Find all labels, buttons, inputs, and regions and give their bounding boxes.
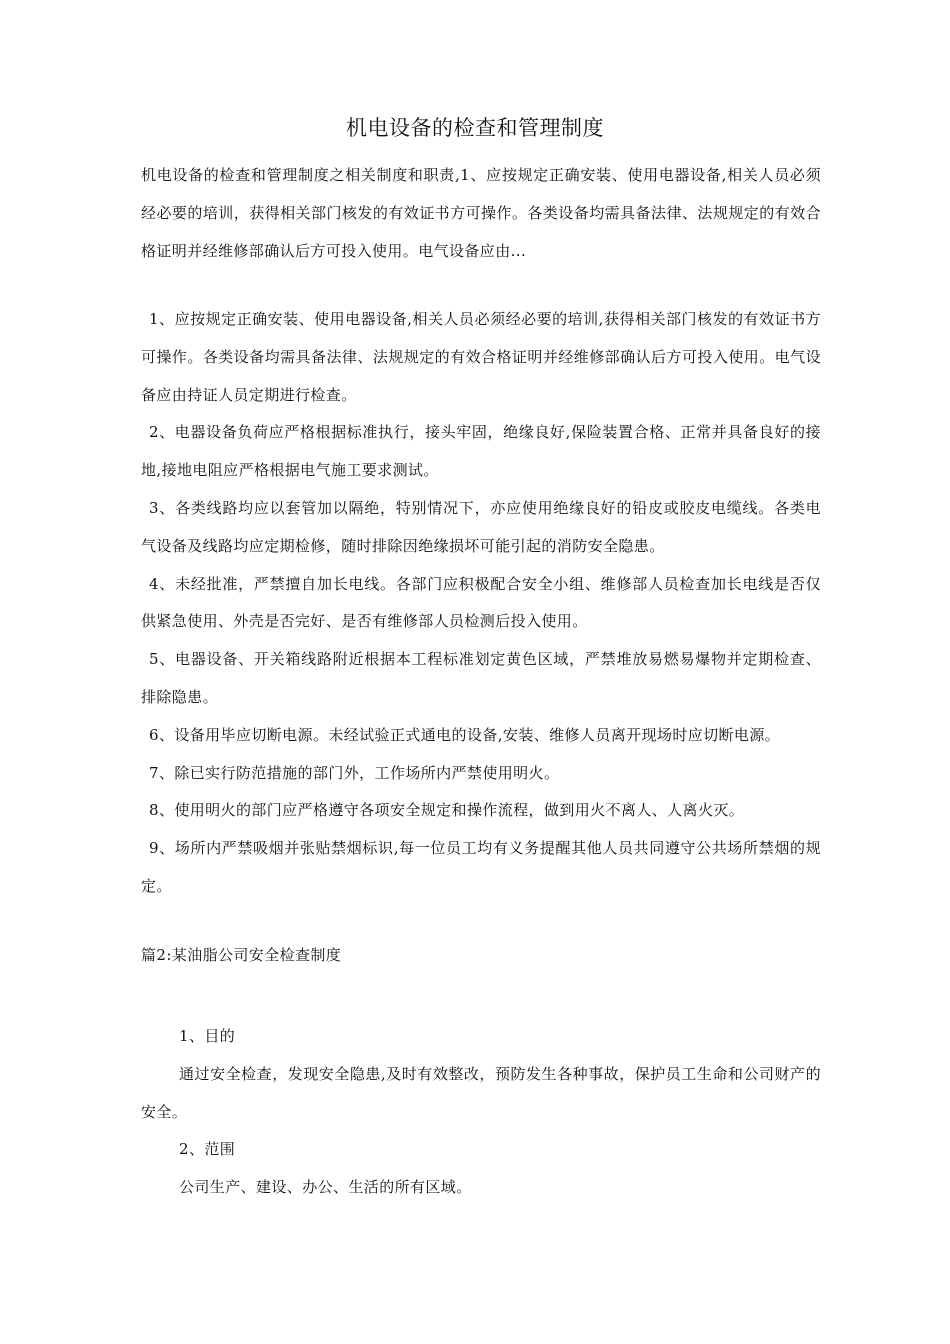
rule-item-9: 9、场所内严禁吸烟并张贴禁烟标识,每一位员工均有义务提醒其他人员共同遵守公共场所禁烟的规定。 xyxy=(141,839,821,895)
rule-item-5: 5、电器设备、开关箱线路附近根据本工程标准划定黄色区域，严禁堆放易燃易爆物并定期检查、排除隐患。 xyxy=(141,650,821,706)
rule-item-2: 2、电器设备负荷应严格根据标准执行，接头牢固，绝缘良好,保险装置合格、正常并具备良好的接地,接地电阻应严格根据电气施工要求测试。 xyxy=(141,423,821,480)
section-2 xyxy=(141,1018,821,1207)
chapter-heading-block xyxy=(141,937,821,975)
scope-heading: 2、范围 xyxy=(179,1140,236,1159)
purpose-text: 通过安全检查，发现安全隐患,及时有效整改，预防发生各种事故，保护员工生命和公司财产的安全。 xyxy=(141,1064,821,1121)
rules-list xyxy=(141,301,821,906)
rule-item-7: 7、除已实行防范措施的部门外，工作场所内严禁使用明火。 xyxy=(149,763,560,782)
rule-item-8: 8、使用明火的部门应严格遵守各项安全规定和操作流程，做到用火不离人、人离火灭。 xyxy=(149,801,745,820)
intro-paragraph-block xyxy=(141,157,821,270)
scope-text: 公司生产、建设、办公、生活的所有区域。 xyxy=(179,1178,472,1197)
chapter-heading: 篇2:某油脂公司安全检查制度 xyxy=(141,946,342,964)
purpose-heading: 1、目的 xyxy=(179,1027,236,1045)
rule-item-1: 1、应按规定正确安装、使用电器设备,相关人员必须经必要的培训,获得相关部门核发的有效证书方可操作。各类设备均需具备法律、法规规定的有效合格证明并经维修部确认后方可投入使用。电气设备应由持证人员定期进行检查。 xyxy=(141,310,821,404)
rule-item-3: 3、各类线路均应以套管加以隔绝，特别情况下，亦应使用绝缘良好的铅皮或胶皮电缆线。各类电气设备及线路均应定期检修，随时排除因绝缘损坏可能引起的消防安全隐患。 xyxy=(141,498,821,555)
rule-item-4: 4、未经批准，严禁擅自加长电线。各部门应积极配合安全小组、维修部人员检查加长电线是否仅供紧急使用、外壳是否完好、是否有维修部人员检测后投入使用。 xyxy=(141,574,821,631)
intro-paragraph: 机电设备的检查和管理制度之相关制度和职责,1、应按规定正确安装、使用电器设备,相关人员必须经必要的培训，获得相关部门核发的有效证书方可操作。各类设备均需具备法律、法规规定的有效合格证明并经维修部确认后方可投入使用。电气设备应由... xyxy=(141,166,821,260)
document-title: 机电设备的检查和管理制度 xyxy=(346,116,604,140)
rule-item-6: 6、设备用毕应切断电源。未经试验正式通电的设备,安装、维修人员离开现场时应切断电源。 xyxy=(149,725,781,744)
